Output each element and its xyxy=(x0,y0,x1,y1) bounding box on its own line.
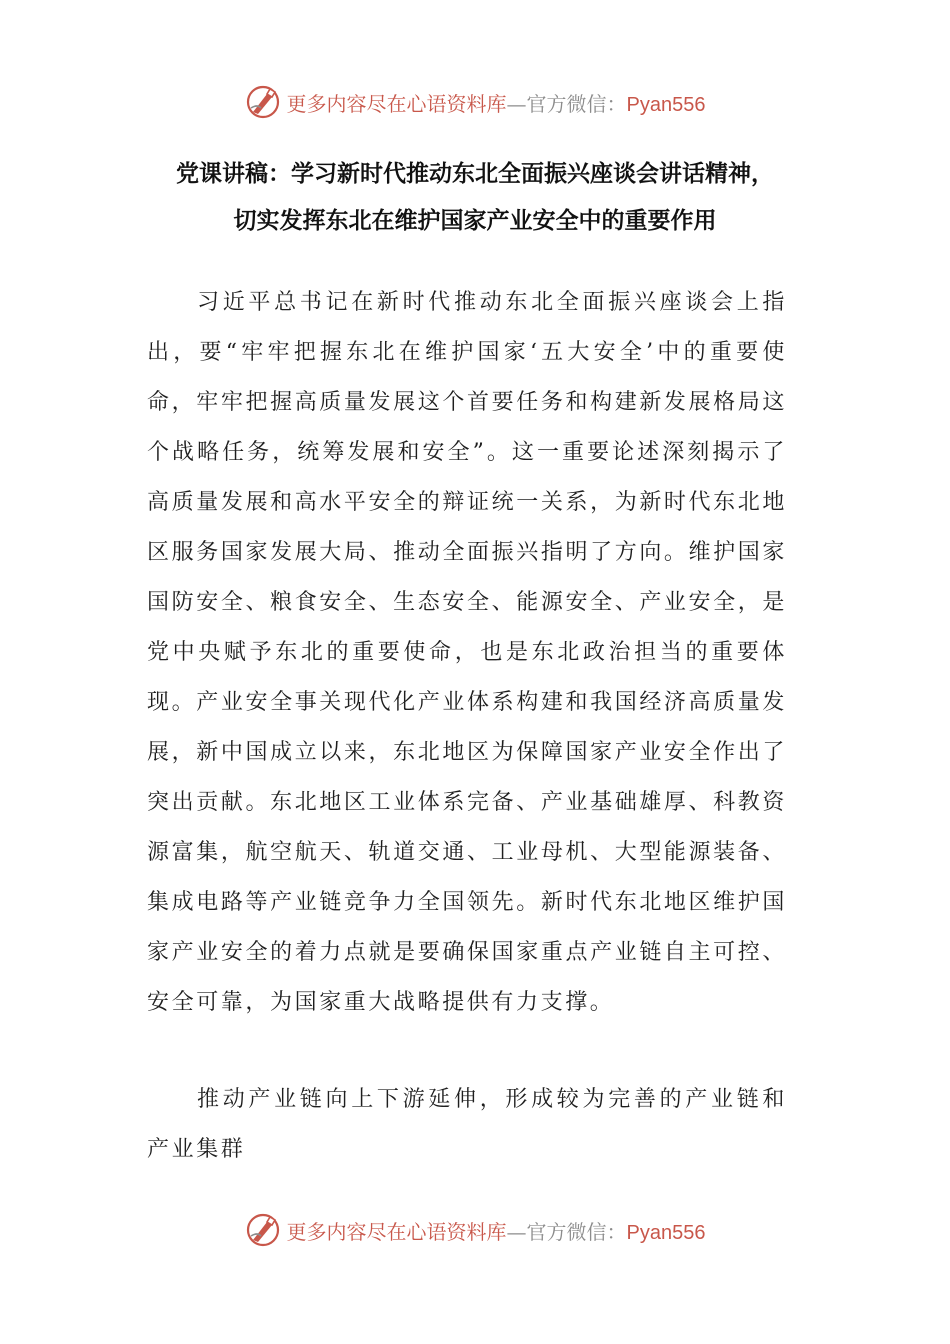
document-title-line-2: 切实发挥东北在维护国家产业安全中的重要作用 xyxy=(233,208,717,234)
document-title-line-1: 党课讲稿：学习新时代推动东北全面振兴座谈会讲话精神， xyxy=(176,161,774,187)
pen-nib-circle-icon xyxy=(245,84,281,120)
banner-main-text: 更多内容尽在心语资料库 xyxy=(286,91,507,116)
body-paragraph-2: 推动产业链向上下游延伸，形成较为完善的产业链和产业集群 xyxy=(147,1087,787,1162)
banner-main-text: 更多内容尽在心语资料库 xyxy=(286,1219,507,1244)
footer-banner xyxy=(0,1210,950,1250)
banner-wechat-id: Pyan556 xyxy=(626,93,706,116)
header-banner xyxy=(0,82,950,122)
pen-nib-circle-icon xyxy=(245,1212,281,1248)
banner-text xyxy=(287,88,706,117)
banner-separator-text: —官方微信： xyxy=(506,1219,627,1244)
banner-separator-text: —官方微信： xyxy=(506,91,627,116)
banner-wechat-id: Pyan556 xyxy=(626,1221,706,1244)
banner-text xyxy=(287,1216,706,1245)
body-paragraph-1: 习近平总书记在新时代推动东北全面振兴座谈会上指出，要“牢牢把握东北在维护国家‘五大安全’中的重要使命，牢牢把握高质量发展这个首要任务和构建新发展格局这个战略任务，统筹发展和安全”。这一重要论述深刻揭示了高质量发展和高水平安全的辩证统一关系，为新时代东北地区服务国家发展大局、推动全面振兴指明了方向。维护国家国防安全、粮食安全、生态安全、能源安全、产业安全，是党中央赋予东北的重要使命，也是东北政治担当的重要体现。产业安全事关现代化产业体系构建和我国经济高质量发展，新中国成立以来，东北地区为保障国家产业安全作出了突出贡献。东北地区工业体系完备、产业基础雄厚、科教资源富集，航空航天、轨道交通、工业母机、大型能源装备、集成电路等产业链竞争力全国领先。新时代东北地区维护国家产业安全的着力点就是要确保国家重点产业链自主可控、安全可靠，为国家重大战略提供有力支撑。 xyxy=(147,290,787,1015)
